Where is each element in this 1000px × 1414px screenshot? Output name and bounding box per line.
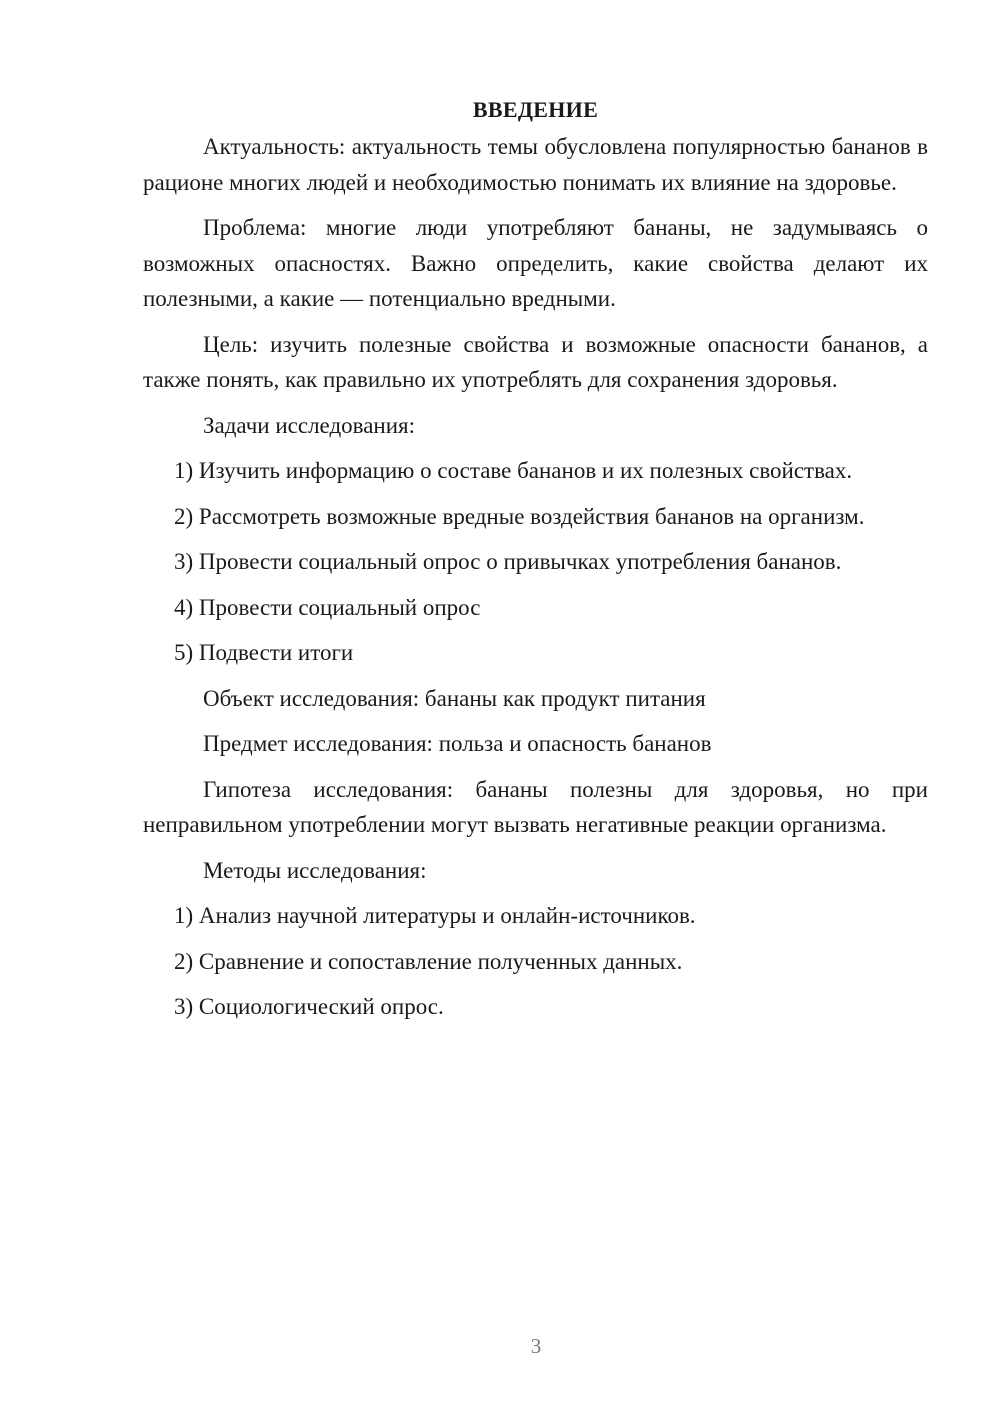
section-title: ВВЕДЕНИЕ (472, 97, 599, 122)
task-item: 5) Подвести итоги (174, 640, 354, 665)
page-number: 3 (530, 1334, 542, 1358)
goal-paragraph: Цель: изучить полезные свойства и возможные опасности бананов, а также понять, как правильно их употреблять для сохранения здоровья. (143, 331, 928, 392)
task-item: 4) Провести социальный опрос (174, 594, 481, 620)
methods-heading: Методы исследования: (203, 857, 427, 883)
research-object: Объект исследования: бананы как продукт питания (203, 685, 706, 711)
method-item: 2) Сравнение и сопоставление полученных данных. (174, 948, 683, 974)
page-content (143, 92, 928, 1035)
task-item: 2) Рассмотреть возможные вредные воздействия бананов на организм. (174, 503, 865, 529)
method-item: 1) Анализ научной литературы и онлайн-источников. (174, 903, 696, 928)
tasks-heading: Задачи исследования: (203, 412, 416, 438)
research-subject: Предмет исследования: польза и опасность бананов (203, 731, 712, 756)
problem-paragraph: Проблема: многие люди употребляют бананы, не задумываясь о возможных опасностях. Важно определить, какие свойства делают их полезными, а какие — потенциально вредными. (143, 215, 928, 311)
task-item: 3) Провести социальный опрос о привычках употребления бананов. (174, 549, 842, 574)
hypothesis-paragraph: Гипотеза исследования: бананы полезны для здоровья, но при неправильном употреблении могут вызвать негативные реакции организма. (143, 776, 928, 837)
actuality-paragraph: Актуальность: актуальность темы обусловлена популярностью бананов в рационе многих людей и необходимостью понимать их влияние на здоровье. (143, 134, 928, 195)
task-item: 1) Изучить информацию о составе бананов и их полезных свойствах. (174, 458, 853, 483)
method-item: 3) Социологический опрос. (174, 994, 444, 1019)
